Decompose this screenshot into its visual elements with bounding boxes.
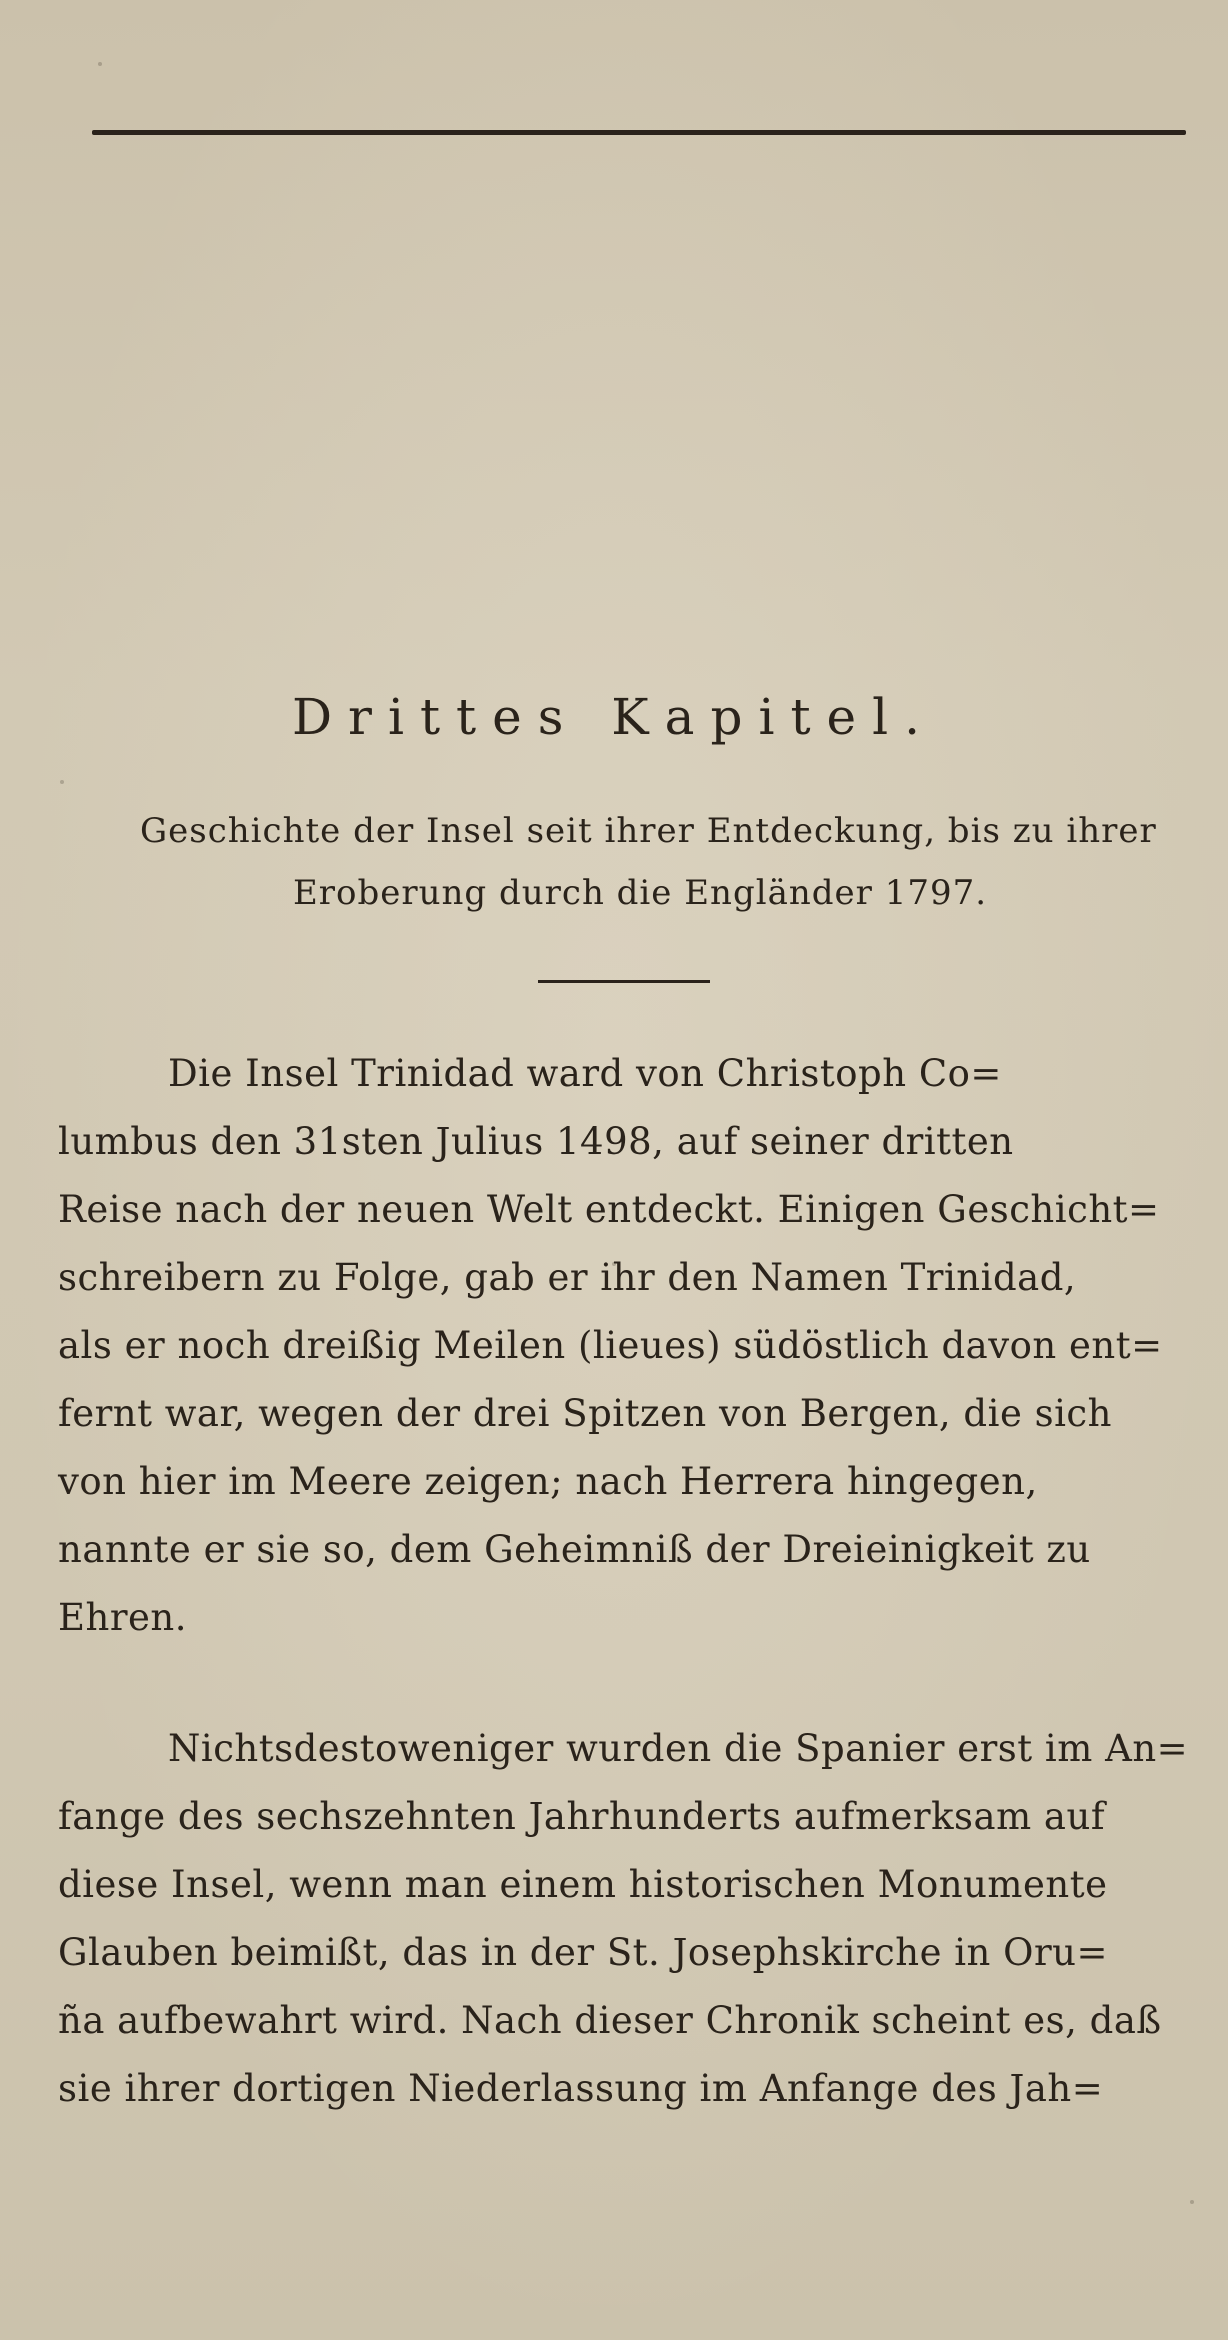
text-line: Ehren. [58, 1596, 188, 1639]
text-line: fernt war, wegen der drei Spitzen von Bergen, die sich [58, 1392, 1112, 1435]
chapter-subtitle [140, 800, 1157, 924]
subtitle-line: Geschichte der Insel seit ihrer Entdeckung, bis zu ihrer [140, 811, 1157, 851]
text-line: Die Insel Trinidad ward von Christoph Co= [168, 1052, 1002, 1095]
paragraph-2 [58, 1715, 1226, 2123]
subtitle-line: Eroberung durch die Engländer 1797. [292, 873, 988, 913]
text-line: diese Insel, wenn man einem historischen Monumente [58, 1863, 1108, 1906]
text-line: fange des sechszehnten Jahrhunderts aufmerksam auf [58, 1795, 1106, 1838]
text-line: als er noch dreißig Meilen (lieues) südöstlich davon ent= [58, 1324, 1163, 1367]
top-rule [92, 130, 1186, 135]
text-line: nannte er sie so, dem Geheimniß der Dreieinigkeit zu [58, 1528, 1091, 1571]
text-line: von hier im Meere zeigen; nach Herrera hingegen, [58, 1460, 1038, 1503]
section-divider [538, 980, 710, 983]
paper-speck [612, 1262, 616, 1266]
text-line: lumbus den 31sten Julius 1498, auf seiner dritten [58, 1120, 1014, 1163]
paper-speck [60, 780, 64, 784]
text-line: Glauben beimißt, das in der St. Josephskirche in Oru= [58, 1931, 1108, 1974]
paper-speck [1190, 2200, 1194, 2204]
text-line: Reise nach der neuen Welt entdeckt. Einigen Geschicht= [58, 1188, 1160, 1231]
paragraph-1 [58, 1040, 1226, 1652]
text-line: sie ihrer dortigen Niederlassung im Anfange des Jah= [58, 2067, 1104, 2110]
text-line: ña aufbewahrt wird. Nach dieser Chronik scheint es, daß [58, 1999, 1162, 2042]
paper-speck [98, 62, 102, 66]
chapter-title: Drittes Kapitel. [291, 688, 937, 746]
text-line: schreibern zu Folge, gab er ihr den Namen Trinidad, [58, 1256, 1077, 1299]
text-line: Nichtsdestoweniger wurden die Spanier erst im An= [168, 1727, 1189, 1770]
